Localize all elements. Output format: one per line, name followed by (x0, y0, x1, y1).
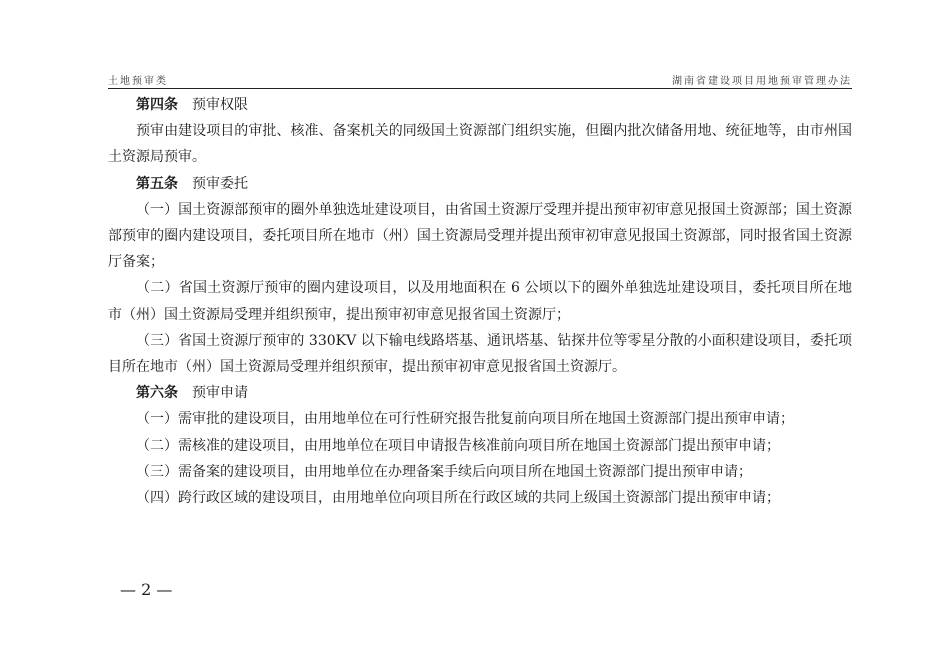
article-title: 预审权限 (192, 97, 248, 113)
article-6-heading (108, 380, 852, 406)
article-6-paragraph-2: （二）需核准的建设项目，由用地单位在项目申请报告核准前向项目所在地国土资源部门提出预审申请； (136, 437, 780, 454)
article-number: 第四条 (136, 97, 178, 113)
article-6-paragraph-3: （三）需备案的建设项目，由用地单位在办理备案手续后向项目所在地国土资源部门提出预审申请； (136, 463, 752, 480)
article-6-paragraph-1: （一）需审批的建设项目，由用地单位在可行性研究报告批复前向项目所在地国土资源部门提出预审申请； (136, 411, 794, 428)
article-4-heading (108, 92, 852, 118)
running-header (108, 70, 852, 88)
article-number: 第五条 (136, 175, 178, 192)
header-document-title: 湖南省建设项目用地预审管理办法 (672, 76, 852, 87)
article-title: 预审委托 (192, 175, 248, 192)
article-title: 预审申请 (192, 385, 248, 402)
article-number: 第六条 (136, 385, 178, 402)
article-4-paragraph: 预审由建设项目的审批、核准、备案机关的同级国土资源部门组织实施，但圈内批次储备用地、统征地等，由市州国土资源局预审。 (108, 123, 852, 166)
document-body (108, 92, 852, 511)
header-category: 土地预审类 (108, 76, 168, 87)
article-6-paragraph-4: （四）跨行政区域的建设项目，由用地单位向项目所在行政区域的共同上级国土资源部门提出预审申请； (136, 490, 780, 507)
article-5-paragraph-3: （三）省国土资源厅预审的 330KV 以下输电线路塔基、通讯塔基、钻探井位等零星分散的小面积建设项目，委托项目所在地市（州）国土资源局受理并组织预审，提出预审初审意见报省国土资源厅。 (108, 332, 852, 376)
header-rule (108, 88, 852, 89)
article-5-paragraph-2: （二）省国土资源厅预审的圈内建设项目，以及用地面积在 6 公顷以下的圈外单独选址建设项目，委托项目所在地市（州）国土资源局受理并组织预审，提出预审初审意见报省国土资源厅； (108, 280, 852, 323)
page-number: — 2 — (120, 580, 173, 599)
article-5-paragraph-1: （一）国土资源部预审的圈外单独选址建设项目，由省国土资源厅受理并提出预审初审意见报国土资源部；国土资源部预审的圈内建设项目，委托项目所在地市（州）国土资源局受理并提出预审初审意见报国土资源部，同时报省国土资源厅备案； (108, 201, 852, 271)
article-5-heading (108, 171, 852, 197)
